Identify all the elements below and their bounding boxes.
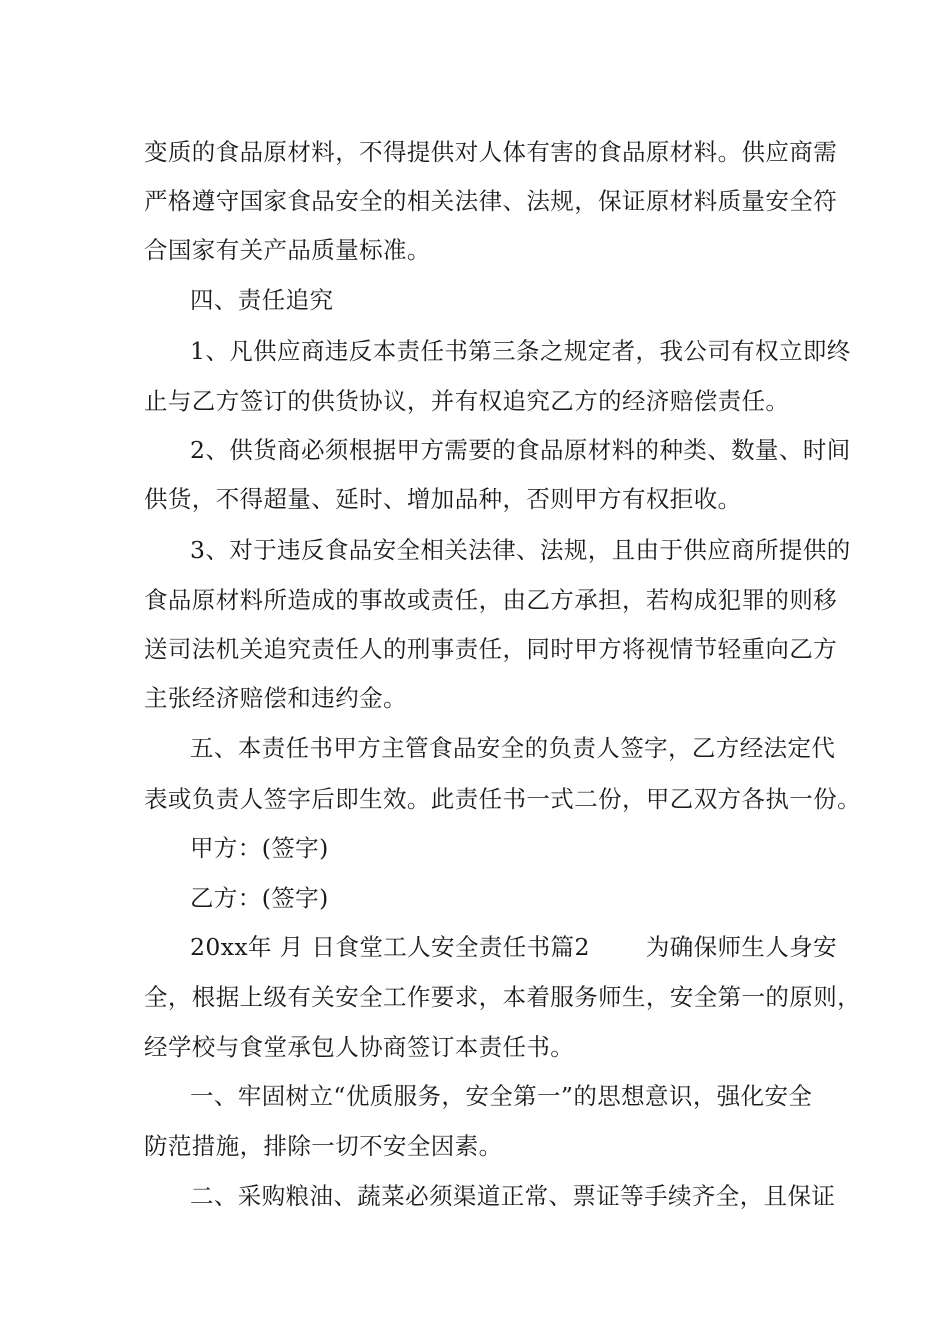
body-text-line: 二、采购粮油、蔬菜必须渠道正常、票证等手续齐全，且保证 [190,1182,836,1210]
body-text-line: 主张经济赔偿和违约金。 [144,684,407,712]
body-text-line: 合国家有关产品质量标准。 [144,236,431,264]
body-text-line: 变质的食品原材料，不得提供对人体有害的食品原材料。供应商需 [144,138,838,166]
signature-party-a: 甲方：(签字) [190,834,329,862]
body-text-line: 3、对于违反食品安全相关法律、法规，且由于供应商所提供的 [190,536,851,564]
body-text-line: 2、供货商必须根据甲方需要的食品原材料的种类、数量、时间 [190,436,851,464]
section-heading: 四、责任追究 [190,286,334,314]
body-text-line: 防范措施，排除一切不安全因素。 [144,1132,503,1160]
body-text-line: 全，根据上级有关安全工作要求，本着服务师生，安全第一的原则， [144,983,861,1011]
body-text-line: 严格遵守国家食品安全的相关法律、法规，保证原材料质量安全符 [144,187,838,215]
body-text-line: 五、本责任书甲方主管食品安全的负责人签字，乙方经法定代 [190,734,836,762]
section-title-line [190,932,837,962]
body-text-line: 一、牢固树立“优质服务，安全第一”的思想意识，强化安全 [190,1082,813,1110]
body-text-fragment: 为确保师生人身安 [645,933,838,961]
body-text-line: 止与乙方签订的供货协议，并有权追究乙方的经济赔偿责任。 [144,387,790,415]
body-text-line: 供货，不得超量、延时、增加品种，否则甲方有权拒收。 [144,485,742,513]
body-text-line: 食品原材料所造成的事故或责任，由乙方承担，若构成犯罪的则移 [144,586,838,614]
signature-party-b: 乙方：(签字) [190,884,329,912]
date-and-title: 20xx年 月 日食堂工人安全责任书篇2 [190,933,590,961]
body-text-line: 表或负责人签字后即生效。此责任书一式二份，甲乙双方各执一份。 [144,785,861,813]
body-text-line: 送司法机关追究责任人的刑事责任，同时甲方将视情节轻重向乙方 [144,635,838,663]
body-text-line: 经学校与食堂承包人协商签订本责任书。 [144,1033,575,1061]
body-text-line: 1、凡供应商违反本责任书第三条之规定者，我公司有权立即终 [190,337,851,365]
